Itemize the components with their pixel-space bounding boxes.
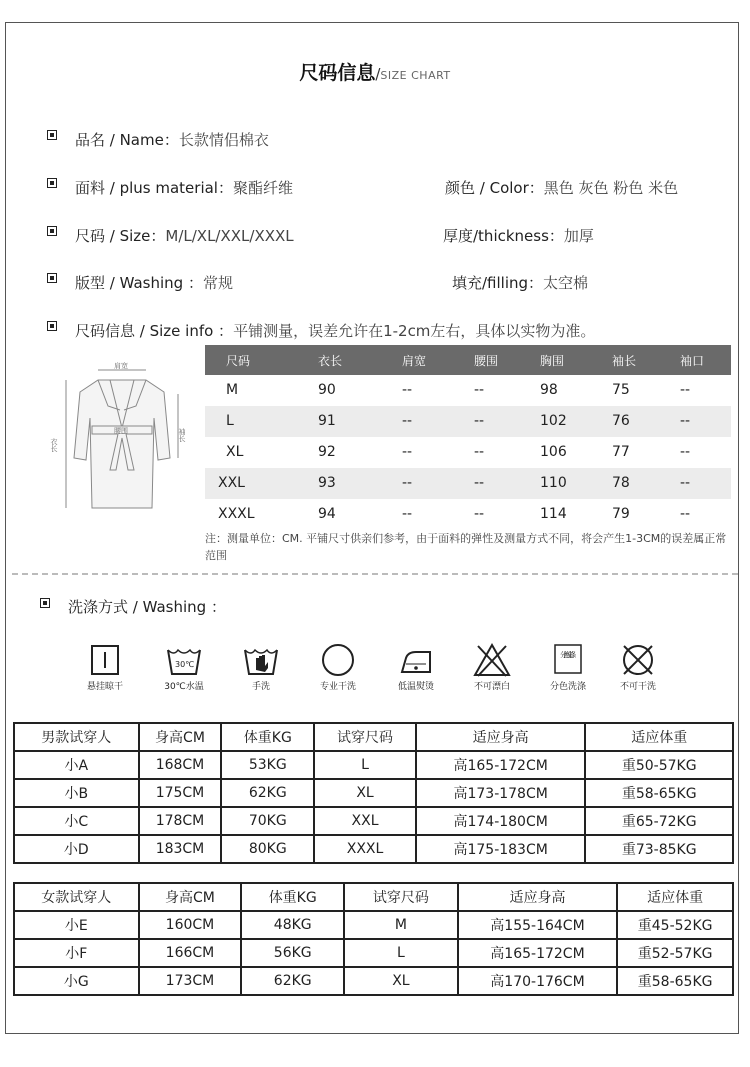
separate-wash-text: 分色洗涤 xyxy=(560,651,576,659)
wash-icon-label: 悬挂晾干 xyxy=(86,682,123,692)
fit-table-header-cell: 适应体重 xyxy=(617,883,733,911)
material-label: 面料 / plus material： xyxy=(75,179,233,197)
wash-30c-text: 30℃ xyxy=(175,660,195,669)
size-table-cell: 106 xyxy=(540,444,567,460)
size-header-cell: 尺码 xyxy=(226,354,251,368)
info-sizeinfo xyxy=(75,320,595,341)
size-table-cell: 92 xyxy=(318,444,336,460)
size-header-cell: 肩宽 xyxy=(402,354,427,368)
fit-table-header-cell: 适应身高 xyxy=(458,883,618,911)
thickness-label: 厚度/thickness： xyxy=(443,227,564,245)
fit-table-cell: 166CM xyxy=(139,939,242,967)
fit-table-cell: 重73-85KG xyxy=(585,835,733,863)
bullet-icon xyxy=(47,130,57,140)
size-table-cell: 93 xyxy=(318,475,336,491)
size-value: M/L/XL/XXL/XXXL xyxy=(165,227,294,245)
size-table-cell: 102 xyxy=(540,413,567,429)
fit-table-header-cell: 试穿尺码 xyxy=(344,883,458,911)
table-row xyxy=(14,807,733,835)
table-row xyxy=(14,835,733,863)
fit-table-cell: 小D xyxy=(14,835,139,863)
size-table-cell: 79 xyxy=(612,506,630,522)
fit-table-cell: 小A xyxy=(14,751,139,779)
size-table-cell: -- xyxy=(474,413,485,429)
fit-table-header-cell: 体重KG xyxy=(241,883,344,911)
washing-label: 洗涤方式 / Washing ： xyxy=(68,598,226,616)
table-row xyxy=(14,911,733,939)
size-table-cell: 91 xyxy=(318,413,336,429)
women-fit-table xyxy=(13,882,734,996)
info-color xyxy=(445,177,678,198)
size-table-cell: -- xyxy=(402,506,413,522)
fit-table-cell: XL xyxy=(344,967,458,995)
fit-table-cell: XL xyxy=(314,779,416,807)
thickness-value: 加厚 xyxy=(563,227,594,245)
bullet-icon xyxy=(47,273,57,283)
table-row xyxy=(14,751,733,779)
size-table-cell: -- xyxy=(474,382,485,398)
professional-dry-clean-icon xyxy=(318,640,358,680)
wash-icon-label: 分色洗涤 xyxy=(549,682,586,692)
fit-table-cell: 高170-176CM xyxy=(458,967,618,995)
title-subtitle: SIZE CHART xyxy=(380,69,451,82)
wash-icon-label: 不可漂白 xyxy=(473,682,510,692)
size-table-cell: 77 xyxy=(612,444,630,460)
size-table-cell: -- xyxy=(474,444,485,460)
fit-value: 常规 xyxy=(202,274,233,292)
fit-table-cell: 高165-172CM xyxy=(458,939,618,967)
size-table-cell: 90 xyxy=(318,382,336,398)
size-table-cell: -- xyxy=(680,475,691,491)
wash-icon-label: 手洗 xyxy=(251,682,270,692)
fit-table-header-cell: 身高CM xyxy=(139,883,242,911)
size-table-cell: 76 xyxy=(612,413,630,429)
table-row xyxy=(14,779,733,807)
info-name xyxy=(75,129,269,150)
size-table-cell: 75 xyxy=(612,382,630,398)
fit-table-cell: 70KG xyxy=(221,807,314,835)
size-table-cell: -- xyxy=(402,475,413,491)
size-header-cell: 腰围 xyxy=(474,354,499,368)
diagram-length: 衣长 xyxy=(50,438,58,452)
fit-table-cell: 173CM xyxy=(139,967,242,995)
wash-icon-label: 30℃水温 xyxy=(164,682,204,692)
info-size xyxy=(75,225,294,246)
no-bleach-icon xyxy=(472,640,512,680)
size-table-header xyxy=(205,345,731,375)
bullet-icon xyxy=(47,178,57,188)
filling-value: 太空棉 xyxy=(543,274,589,292)
size-table-cell: 78 xyxy=(612,475,630,491)
fit-table-cell: 178CM xyxy=(139,807,222,835)
fit-table-cell: 小E xyxy=(14,911,139,939)
filling-label: 填充/filling： xyxy=(452,274,544,292)
fit-table-cell: XXL xyxy=(314,807,416,835)
info-material xyxy=(75,177,293,198)
size-table-cell: -- xyxy=(680,382,691,398)
size-table-cell: L xyxy=(226,413,234,429)
info-fit xyxy=(75,272,233,293)
sizeinfo-label: 尺码信息 / Size info ： xyxy=(75,322,234,340)
fit-table-cell: 重58-65KG xyxy=(617,967,733,995)
size-note: 注：测量单位：CM. 平铺尺寸供亲们参考，由于面料的弹性及测量方式不同，将会产生1-3CM的误差属正常范围 xyxy=(205,532,727,562)
bullet-icon xyxy=(47,321,57,331)
fit-table-cell: 小C xyxy=(14,807,139,835)
fit-table-cell: 重50-57KG xyxy=(585,751,733,779)
fit-table-cell: 小B xyxy=(14,779,139,807)
size-table-cell: -- xyxy=(680,444,691,460)
fit-table-cell: 重45-52KG xyxy=(617,911,733,939)
fit-table-cell: 高165-172CM xyxy=(416,751,586,779)
size-table-cell: XXL xyxy=(218,475,245,491)
fit-table-header-row xyxy=(14,723,733,751)
page-title xyxy=(0,58,750,85)
fit-table-cell: 重65-72KG xyxy=(585,807,733,835)
title-main: 尺码信息 xyxy=(299,62,376,84)
fit-table-cell: 小F xyxy=(14,939,139,967)
wash-icon-label: 专业干洗 xyxy=(319,682,356,692)
fit-table-cell: 53KG xyxy=(221,751,314,779)
size-table-cell: -- xyxy=(402,413,413,429)
no-dry-clean-icon xyxy=(618,640,658,680)
fit-table-cell: XXXL xyxy=(314,835,416,863)
fit-table-cell: 56KG xyxy=(241,939,344,967)
hand-wash-icon xyxy=(241,640,281,680)
table-row xyxy=(14,967,733,995)
fit-table-header-cell: 女款试穿人 xyxy=(14,883,139,911)
fit-table-header-row xyxy=(14,883,733,911)
fit-table-cell: L xyxy=(344,939,458,967)
size-table-cell: -- xyxy=(680,506,691,522)
fit-table-header-cell: 适应体重 xyxy=(585,723,733,751)
size-row-bg xyxy=(205,468,731,499)
fit-table-cell: 62KG xyxy=(221,779,314,807)
fit-table-header-cell: 体重KG xyxy=(221,723,314,751)
size-table-cell: XXXL xyxy=(218,506,255,522)
size-header-cell: 袖口 xyxy=(680,354,705,368)
name-label: 品名 / Name： xyxy=(75,131,179,149)
fit-table-cell: 183CM xyxy=(139,835,222,863)
size-header-cell: 胸围 xyxy=(540,354,565,368)
fit-table-cell: 高174-180CM xyxy=(416,807,586,835)
size-table-cell: 114 xyxy=(540,506,567,522)
size-table-cell: 98 xyxy=(540,382,558,398)
fit-table-header-cell: 适应身高 xyxy=(416,723,586,751)
fit-table-header-cell: 男款试穿人 xyxy=(14,723,139,751)
size-label: 尺码 / Size： xyxy=(75,227,166,245)
coat-diagram xyxy=(52,358,192,518)
bullet-icon xyxy=(40,598,50,608)
sizeinfo-value: 平铺测量，误差允许在1-2cm左右，具体以实物为准。 xyxy=(233,322,596,340)
fit-table-cell: 重52-57KG xyxy=(617,939,733,967)
fit-table-cell: 小G xyxy=(14,967,139,995)
fit-table-cell: 160CM xyxy=(139,911,242,939)
diagram-waist: 腰围 xyxy=(114,427,128,435)
wash-icon-label: 低温熨烫 xyxy=(397,682,434,692)
fit-table-header-cell: 身高CM xyxy=(139,723,222,751)
wash-icon-label: 不可干洗 xyxy=(619,682,656,692)
size-row-bg xyxy=(205,406,731,437)
fit-table-cell: L xyxy=(314,751,416,779)
size-table-cell: 94 xyxy=(318,506,336,522)
color-label: 颜色 / Color： xyxy=(445,179,544,197)
fit-table-cell: 62KG xyxy=(241,967,344,995)
fit-table-cell: 80KG xyxy=(221,835,314,863)
separate-wash-icon xyxy=(548,640,588,680)
fit-table-cell: 175CM xyxy=(139,779,222,807)
name-value: 长款情侣棉衣 xyxy=(178,131,269,149)
bullet-icon xyxy=(47,226,57,236)
fit-table-cell: 重58-65KG xyxy=(585,779,733,807)
table-row xyxy=(14,939,733,967)
fit-table-cell: 高173-178CM xyxy=(416,779,586,807)
size-table-cell: -- xyxy=(474,506,485,522)
info-filling xyxy=(452,272,588,293)
fit-table-cell: M xyxy=(344,911,458,939)
size-table-cell: -- xyxy=(402,444,413,460)
diagram-sleeve: 袖长 xyxy=(178,428,186,442)
size-table-cell: 110 xyxy=(540,475,567,491)
size-table-cell: -- xyxy=(474,475,485,491)
fit-table-header-cell: 试穿尺码 xyxy=(314,723,416,751)
low-temp-iron-icon xyxy=(396,640,436,680)
size-table-cell: XL xyxy=(226,444,244,460)
diagram-shoulder: 肩宽 xyxy=(114,362,128,370)
size-table-cell: M xyxy=(226,382,239,398)
section-divider xyxy=(12,573,738,575)
size-header-cell: 衣长 xyxy=(318,354,343,368)
material-value: 聚酯纤维 xyxy=(232,179,293,197)
fit-table-cell: 48KG xyxy=(241,911,344,939)
size-header-cell: 袖长 xyxy=(612,354,637,368)
size-table-cell: -- xyxy=(402,382,413,398)
wash-30c-icon xyxy=(164,640,204,680)
fit-table-cell: 高175-183CM xyxy=(416,835,586,863)
title-slash: / xyxy=(375,65,381,83)
fit-label: 版型 / Washing ： xyxy=(75,274,203,292)
info-thickness xyxy=(443,225,594,246)
size-table-cell: -- xyxy=(680,413,691,429)
hang-dry-icon xyxy=(85,640,125,680)
color-value: 黑色 灰色 粉色 米色 xyxy=(543,179,679,197)
men-fit-table xyxy=(13,722,734,864)
fit-table-cell: 高155-164CM xyxy=(458,911,618,939)
fit-table-cell: 168CM xyxy=(139,751,222,779)
